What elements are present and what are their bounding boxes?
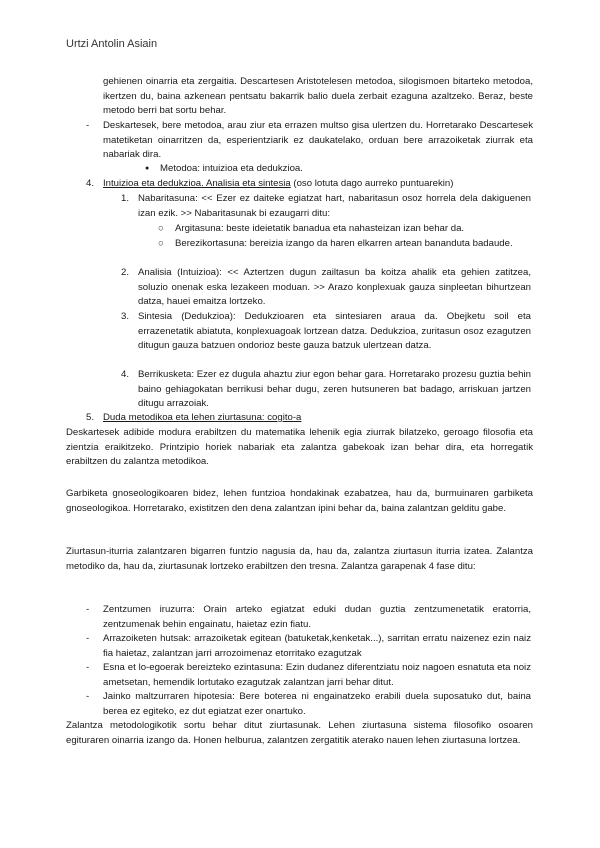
- paragraph-garbiketa: Garbiketa gnoseologikoaren bidez, lehen funtzioa hondakinak ezabatzea, hau da, burmuinaren garbiketa gnoseologikoa. Horretarako, existitzen den dena zalantzan ipini behar da, baina zalantzan gelditu gabe.: [66, 488, 533, 514]
- circle-marker: ○: [158, 223, 164, 234]
- list-item-arrazoiketen-hutsak: Arrazoiketen hutsak: arrazoiketak egitean (batuketak,kenketak...), sarritan erratu naizenez ezin naiz fia haietaz, zalantzan jarri arrozoimenaz etorritako ezagutzak: [103, 633, 531, 659]
- circle-marker: ○: [158, 238, 164, 249]
- sublist-number-1: 1.: [121, 193, 130, 204]
- section-title-5: Duda metodikoa eta lehen ziurtasuna: cogito-a: [103, 412, 302, 423]
- list-item-metodoa: Metodoa: intuizioa eta dedukzioa.: [160, 163, 303, 174]
- sublist-number-2: 2.: [121, 267, 130, 278]
- page-header-author: Urtzi Antolin Asiain: [66, 38, 158, 50]
- sublist-item-argitasuna: Argitasuna: beste ideietatik banadua eta nahasteizan izan behar da.: [175, 223, 465, 234]
- dash-marker: -: [86, 633, 90, 644]
- section-note-4: (oso lotuta dago aurreko puntuarekin): [290, 178, 454, 189]
- sublist-number-3: 3.: [121, 311, 130, 322]
- dash-marker: -: [86, 120, 90, 131]
- list-item-esna-lo-egoerak: Esna et lo-egoerak bereizteko ezintasuna: Ezin dudanez diferentziatu noiz nagoen esnatuta eta noiz ametsetan, hemendik lortutako ezagutzak zalantzan jarri behar ditut.: [103, 662, 531, 688]
- section-title-4: Intuizioa eta dedukzioa. Analisia eta sintesia: [103, 178, 291, 189]
- bullet-marker: ●: [145, 165, 150, 172]
- paragraph-ziurtasun-iturria: Ziurtasun-iturria zalantzaren bigarren funtzio nagusia da, hau da, zalantza ziurtasun iturria izatea. Zalantza metodiko da, hau da, ziurtasunak lortzeko erabiltzen den tresna. Zalantza garapenak 4 fase ditu:: [66, 546, 533, 572]
- list-item-deskartes-metodoa: Deskartesek, bere metodoa, arau ziur eta errazen multso gisa ulertzen du. Horretarako Descartesek matetiketan oinarritzen da, esperientziarik ez daukatelako, orduan bere arrazoiketak ziurrak eta nabariak dira.: [103, 120, 533, 160]
- dash-marker: -: [86, 604, 90, 615]
- paragraph-matematika: Deskartesek adibide modura erabiltzen du matematika lehenik egia ziurrak bilatzeko, geroago filosofia eta zientzia eraikitzeko. Printzipio horiek nabariak eta zalantza gabekoak izan behar dira, eta horregatik erabiltzen du zalantza metodikoa.: [66, 427, 533, 467]
- section-heading-5: [103, 411, 533, 426]
- list-number-4: 4.: [86, 178, 95, 189]
- sublist-item-sintesia: Sintesia (Dedukzioa): Dedukzioaren eta sintesiaren araua da. Obejketu soil eta errazenetatik abiatuta, konplexuagoak lortzean datza. Dedukzioa, zuritasun osoz ezagutzen ditugun gauza batzuen ondorioz beste gauza batzuk ulertzean datza.: [138, 311, 531, 351]
- sublist-item-berrikusketa: Berrikusketa: Ezer ez dugula ahaztu ziur egon behar gara. Horretarako prozesu guztia behin baino gehiagokatan berrikusi behar dugu, zeren hutsuneren bat badago, arriskuan jartzen ditugu arrazoiak.: [138, 369, 531, 409]
- section-heading-4: [103, 177, 533, 192]
- sublist-item-berezikortasuna: Berezikortasuna: bereizia izango da haren elkarren artean bananduta badaude.: [175, 238, 513, 249]
- dash-marker: -: [86, 691, 90, 702]
- list-item-zentzumen-iruzurra: Zentzumen iruzurra: Orain arteko egiatzat eduki dudan guztia zentzumenetatik eratorria, zentzumenak behin engainatu, haietaz ezin fiatu.: [103, 604, 531, 630]
- sublist-item-nabaritasuna: Nabaritasuna: << Ezer ez daiteke egiatzat hart, nabaritasun osoz horrela dela dakiguenen izan ezik. >> Nabaritasunak bi ezaugarri ditu:: [138, 193, 531, 219]
- sublist-item-analisia: Analisia (Intuizioa): << Aztertzen dugun zailtasun ba koitza ahalik eta gehien zatitzea, soluzio onenak eska lezakeen moduan. >> Arazo konplexuak gauza sinpleetan bihurtzean datza, hauei emaitza lortzeko.: [138, 267, 531, 307]
- dash-marker: -: [86, 662, 90, 673]
- paragraph-zalantza-metodologikoa: Zalantza metodologikotik sortu behar ditut ziurtasunak. Lehen ziurtasuna sistema filosofiko osoaren egituraren oinarria izango da. Honen helburua, zalantzen zergatitik aterako nauen lehen ziurtasuna lortzea.: [66, 720, 533, 746]
- intro-paragraph: gehienen oinarria eta zergaitia. Descartesen Aristotelesen metodoa, silogismoen bitarteko metodoa, ikertzen du, baina azkenean pentsatu bakarrik balio duela zerbait ezaguna azaltzeko. Beraz, beste metodo berri bat sortu behar.: [103, 76, 533, 116]
- list-item-jainko-maltzurra: Jainko maltzurraren hipotesia: Bere boterea ni engainatzeko erabili duela suposatuko dut, baina berea ez egiteko, ez dut egiatzat ezer onartuko.: [103, 691, 531, 717]
- sublist-number-4: 4.: [121, 369, 130, 380]
- list-number-5: 5.: [86, 412, 95, 423]
